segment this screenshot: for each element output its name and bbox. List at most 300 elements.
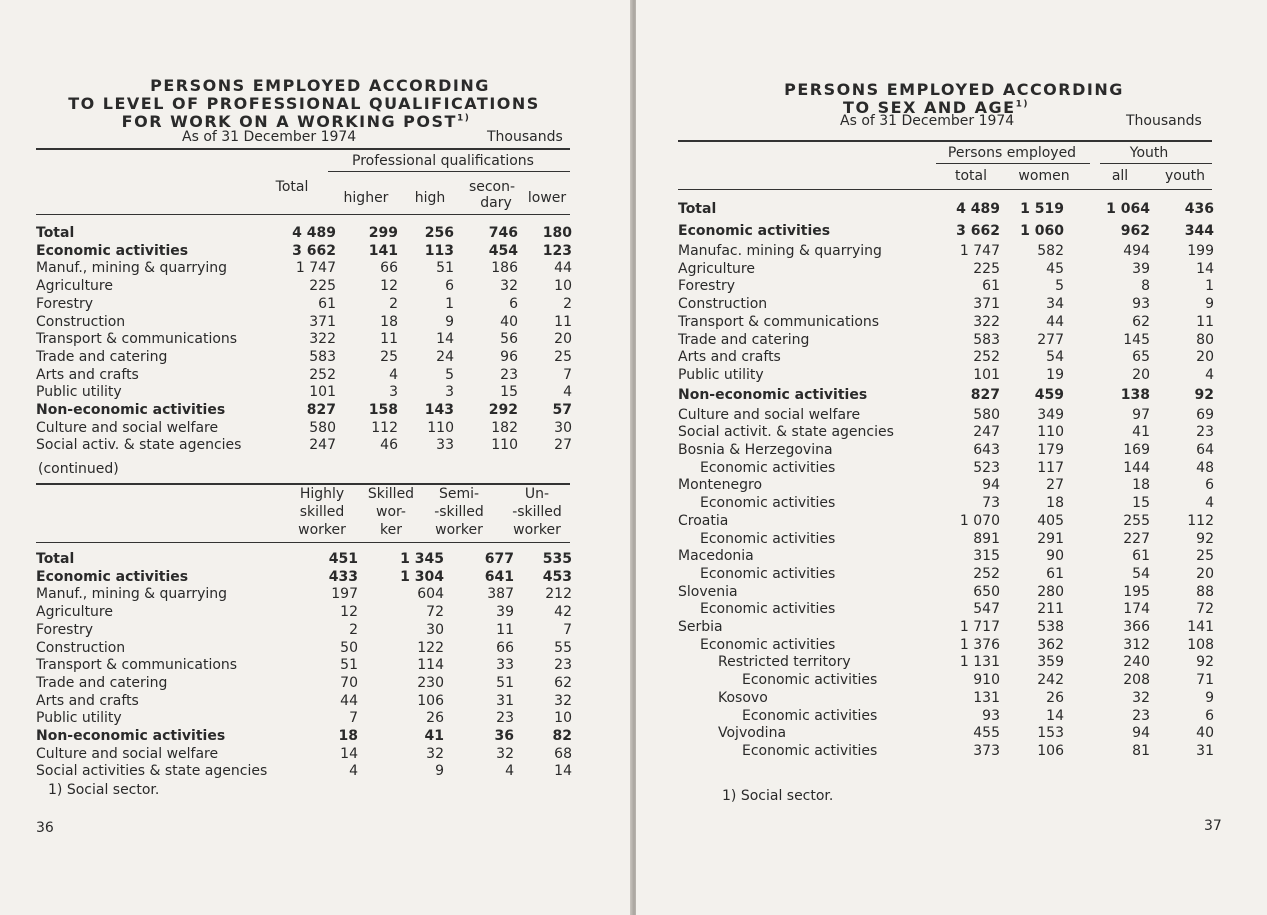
cell-value: 33 xyxy=(436,437,454,454)
table-row xyxy=(678,637,1214,655)
cell-value: 141 xyxy=(368,242,398,259)
table-row xyxy=(678,460,1214,478)
row-label: Social activit. & state agencies xyxy=(678,424,894,441)
cell-value: 108 xyxy=(1187,636,1214,653)
cell-value: 94 xyxy=(1132,725,1150,742)
row-label: Economic activities xyxy=(700,530,836,547)
table-row xyxy=(36,693,572,711)
right-group-rule-persons xyxy=(936,163,1090,164)
row-label: Culture and social welfare xyxy=(678,406,861,423)
left-table2-col4-line3: worker xyxy=(513,522,561,538)
cell-value: 1 376 xyxy=(959,636,1000,653)
table-row xyxy=(678,332,1214,350)
cell-value: 30 xyxy=(426,621,444,638)
cell-value: 112 xyxy=(371,419,398,436)
left-table1-col-higher: higher xyxy=(343,190,389,206)
cell-value: 9 xyxy=(1205,689,1214,706)
left-title-line3-text: FOR WORK ON A WORKING POST xyxy=(121,112,457,131)
left-table1-col-secondary-2: dary xyxy=(480,195,512,211)
table-row xyxy=(36,640,572,658)
cell-value: 131 xyxy=(973,689,1000,706)
cell-value: 145 xyxy=(1123,331,1150,348)
cell-value: 81 xyxy=(1132,742,1150,759)
cell-value: 180 xyxy=(542,225,572,241)
cell-value: 32 xyxy=(1132,689,1150,706)
table-row xyxy=(36,586,572,604)
cell-value: 143 xyxy=(424,402,454,419)
row-label: Economic activities xyxy=(700,601,836,618)
cell-value: 1 064 xyxy=(1106,201,1150,218)
cell-value: 114 xyxy=(417,657,444,674)
cell-value: 101 xyxy=(309,384,336,401)
cell-value: 454 xyxy=(488,242,518,259)
table-row xyxy=(678,654,1214,672)
table-row xyxy=(678,548,1214,566)
cell-value: 23 xyxy=(496,710,514,727)
cell-value: 746 xyxy=(488,225,518,241)
table-row xyxy=(36,437,572,455)
cell-value: 582 xyxy=(1037,243,1064,259)
cell-value: 23 xyxy=(1132,707,1150,724)
cell-value: 54 xyxy=(1046,349,1064,366)
cell-value: 92 xyxy=(1194,386,1214,403)
cell-value: 494 xyxy=(1123,243,1150,259)
row-label: Transport & communications xyxy=(36,331,238,348)
cell-value: 292 xyxy=(488,402,518,419)
row-label: Agriculture xyxy=(678,260,755,277)
cell-value: 88 xyxy=(1196,583,1214,600)
cell-value: 362 xyxy=(1037,636,1064,653)
row-label: Serbia xyxy=(678,619,723,636)
cell-value: 199 xyxy=(1187,243,1214,259)
cell-value: 371 xyxy=(309,313,336,330)
cell-value: 3 xyxy=(445,384,454,401)
cell-value: 14 xyxy=(554,763,572,780)
cell-value: 580 xyxy=(309,419,336,436)
cell-value: 14 xyxy=(340,745,358,762)
cell-value: 174 xyxy=(1123,601,1150,618)
cell-value: 240 xyxy=(1123,654,1150,671)
table-row xyxy=(36,367,572,385)
cell-value: 61 xyxy=(1046,565,1064,582)
cell-value: 25 xyxy=(380,348,398,365)
cell-value: 39 xyxy=(496,604,514,621)
left-title-footnote-mark: 1) xyxy=(456,113,471,124)
table-row xyxy=(678,513,1214,531)
cell-value: 61 xyxy=(1132,548,1150,565)
left-table1-group-rule xyxy=(328,171,570,172)
right-title-line1: PERSONS EMPLOYED ACCORDING xyxy=(784,80,1124,99)
cell-value: 36 xyxy=(494,728,514,745)
table-row xyxy=(36,728,572,746)
table-row xyxy=(678,296,1214,314)
cell-value: 7 xyxy=(563,621,572,638)
cell-value: 247 xyxy=(309,437,336,454)
right-group-rule-youth xyxy=(1100,163,1212,164)
table-row xyxy=(678,531,1214,549)
cell-value: 41 xyxy=(1132,424,1150,441)
table-row xyxy=(36,349,572,367)
cell-value: 212 xyxy=(545,586,572,603)
row-label: Macedonia xyxy=(678,548,754,565)
cell-value: 61 xyxy=(318,295,336,312)
row-label: Forestry xyxy=(36,295,94,312)
cell-value: 73 xyxy=(982,495,1000,512)
cell-value: 153 xyxy=(1037,725,1064,742)
cell-value: 25 xyxy=(554,348,572,365)
cell-value: 93 xyxy=(982,707,1000,724)
cell-value: 247 xyxy=(973,424,1000,441)
cell-value: 32 xyxy=(500,278,518,295)
table-row xyxy=(36,225,572,243)
cell-value: 547 xyxy=(973,601,1000,618)
cell-value: 8 xyxy=(1141,278,1150,295)
left-table1-col-total: Total xyxy=(275,179,309,195)
cell-value: 535 xyxy=(542,551,572,567)
right-page xyxy=(636,0,1267,915)
cell-value: 11 xyxy=(554,313,572,330)
left-table2-col4-line1: Un- xyxy=(524,486,550,502)
table-row xyxy=(36,763,572,781)
table-row xyxy=(678,584,1214,602)
cell-value: 322 xyxy=(973,313,1000,330)
cell-value: 4 xyxy=(1205,366,1214,383)
cell-value: 344 xyxy=(1184,223,1214,240)
row-label: Economic activities xyxy=(36,242,189,259)
row-label: Trade and catering xyxy=(36,348,168,365)
table-row xyxy=(678,349,1214,367)
cell-value: 359 xyxy=(1037,654,1064,671)
cell-value: 211 xyxy=(1037,601,1064,618)
cell-value: 110 xyxy=(491,437,518,454)
cell-value: 23 xyxy=(500,366,518,383)
left-table2-col1-line2: skilled xyxy=(299,504,345,520)
cell-value: 453 xyxy=(542,568,572,585)
row-label: Culture and social welfare xyxy=(36,419,219,436)
table-row xyxy=(36,384,572,402)
table-row xyxy=(678,314,1214,332)
row-label: Transport & communications xyxy=(36,657,238,674)
table-row xyxy=(36,331,572,349)
right-title-footnote-mark: 1) xyxy=(1015,99,1029,110)
cell-value: 141 xyxy=(1187,619,1214,636)
left-table1-top-rule xyxy=(36,148,570,150)
cell-value: 30 xyxy=(554,419,572,436)
cell-value: 10 xyxy=(554,278,572,295)
cell-value: 7 xyxy=(349,710,358,727)
cell-value: 227 xyxy=(1123,530,1150,547)
row-label: Economic activities xyxy=(742,742,878,759)
cell-value: 2 xyxy=(389,295,398,312)
cell-value: 322 xyxy=(309,331,336,348)
cell-value: 12 xyxy=(380,278,398,295)
table-row xyxy=(678,385,1214,407)
cell-value: 90 xyxy=(1046,548,1064,565)
cell-value: 9 xyxy=(445,313,454,330)
cell-value: 677 xyxy=(484,551,514,567)
row-label: Culture and social welfare xyxy=(36,745,219,762)
left-page xyxy=(0,0,632,915)
cell-value: 2 xyxy=(563,295,572,312)
cell-value: 4 xyxy=(1205,495,1214,512)
cell-value: 32 xyxy=(426,745,444,762)
table-row xyxy=(678,221,1214,243)
cell-value: 34 xyxy=(1046,296,1064,313)
cell-value: 31 xyxy=(496,692,514,709)
cell-value: 1 747 xyxy=(959,243,1000,259)
cell-value: 1 060 xyxy=(1020,223,1064,240)
row-label: Economic activities xyxy=(700,565,836,582)
table-row xyxy=(36,551,572,569)
table-row xyxy=(36,657,572,675)
cell-value: 20 xyxy=(1196,565,1214,582)
table-row xyxy=(678,566,1214,584)
right-unit: Thousands xyxy=(1126,113,1202,129)
cell-value: 48 xyxy=(1196,459,1214,476)
table-row xyxy=(678,424,1214,442)
table-row xyxy=(678,243,1214,261)
cell-value: 459 xyxy=(1034,386,1064,403)
right-header-rule xyxy=(678,189,1212,190)
cell-value: 66 xyxy=(380,260,398,277)
left-table1-col-high: high xyxy=(414,190,446,206)
cell-value: 3 662 xyxy=(956,223,1000,240)
cell-value: 230 xyxy=(417,674,444,691)
table-row xyxy=(36,243,572,261)
cell-value: 32 xyxy=(496,745,514,762)
table-row xyxy=(36,622,572,640)
row-label: Public utility xyxy=(36,384,122,401)
cell-value: 433 xyxy=(328,568,358,585)
left-table2-col1-line1: Highly xyxy=(299,486,345,502)
cell-value: 604 xyxy=(417,586,444,603)
cell-value: 1 519 xyxy=(1020,201,1064,218)
cell-value: 6 xyxy=(1205,707,1214,724)
cell-value: 371 xyxy=(973,296,1000,313)
cell-value: 12 xyxy=(340,604,358,621)
cell-value: 252 xyxy=(973,565,1000,582)
table-row xyxy=(678,407,1214,425)
cell-value: 580 xyxy=(973,406,1000,423)
cell-value: 15 xyxy=(500,384,518,401)
cell-value: 523 xyxy=(973,459,1000,476)
cell-value: 94 xyxy=(982,477,1000,494)
cell-value: 280 xyxy=(1037,583,1064,600)
left-table2-col3 xyxy=(424,485,494,539)
cell-value: 23 xyxy=(554,657,572,674)
cell-value: 27 xyxy=(1046,477,1064,494)
cell-value: 11 xyxy=(1196,313,1214,330)
cell-value: 197 xyxy=(331,586,358,603)
row-label: Construction xyxy=(36,639,126,656)
row-label: Manuf., mining & quarrying xyxy=(36,260,228,277)
cell-value: 1 xyxy=(1205,278,1214,295)
table-row xyxy=(36,296,572,314)
table-row xyxy=(678,261,1214,279)
cell-value: 40 xyxy=(500,313,518,330)
cell-value: 33 xyxy=(496,657,514,674)
cell-value: 252 xyxy=(973,349,1000,366)
cell-value: 291 xyxy=(1037,530,1064,547)
cell-value: 62 xyxy=(1132,313,1150,330)
cell-value: 40 xyxy=(1196,725,1214,742)
cell-value: 46 xyxy=(380,437,398,454)
cell-value: 1 345 xyxy=(400,551,444,567)
cell-value: 92 xyxy=(1196,654,1214,671)
row-label: Economic activities xyxy=(742,707,878,724)
left-page-number: 36 xyxy=(36,820,54,836)
cell-value: 50 xyxy=(340,639,358,656)
row-label: Non-economic activities xyxy=(678,386,868,403)
cell-value: 3 xyxy=(389,384,398,401)
cell-value: 6 xyxy=(1205,477,1214,494)
cell-value: 44 xyxy=(554,260,572,277)
cell-value: 26 xyxy=(1046,689,1064,706)
cell-value: 44 xyxy=(340,692,358,709)
row-label: Public utility xyxy=(36,710,122,727)
cell-value: 15 xyxy=(1132,495,1150,512)
row-label: Forestry xyxy=(678,278,736,295)
left-table1 xyxy=(36,225,572,455)
cell-value: 93 xyxy=(1132,296,1150,313)
row-label: Total xyxy=(36,225,75,241)
table-row xyxy=(36,569,572,587)
left-table2-col2-line1: Skilled xyxy=(367,486,415,502)
table-row xyxy=(36,420,572,438)
left-continued: (continued) xyxy=(38,461,119,477)
row-label: Arts and crafts xyxy=(36,692,139,709)
cell-value: 827 xyxy=(970,386,1000,403)
cell-value: 117 xyxy=(1037,459,1064,476)
cell-value: 82 xyxy=(552,728,572,745)
cell-value: 4 xyxy=(563,384,572,401)
table-row xyxy=(678,743,1214,761)
row-label: Social activities & state agencies xyxy=(36,763,268,780)
right-col-women: women xyxy=(1018,168,1070,184)
table-row xyxy=(678,199,1214,221)
cell-value: 583 xyxy=(309,348,336,365)
table-row xyxy=(36,746,572,764)
cell-value: 5 xyxy=(445,366,454,383)
cell-value: 45 xyxy=(1046,260,1064,277)
cell-value: 891 xyxy=(973,530,1000,547)
cell-value: 4 xyxy=(389,366,398,383)
row-label: Economic activities xyxy=(742,672,878,689)
cell-value: 315 xyxy=(973,548,1000,565)
row-label: Non-economic activities xyxy=(36,728,226,745)
row-label: Economic activities xyxy=(678,223,831,240)
cell-value: 51 xyxy=(340,657,358,674)
left-table2-col3-line1: Semi- xyxy=(438,486,480,502)
cell-value: 20 xyxy=(1132,366,1150,383)
table-row xyxy=(678,367,1214,385)
table-row xyxy=(678,672,1214,690)
left-title-line1: PERSONS EMPLOYED ACCORDING xyxy=(150,76,490,95)
row-label: Restricted territory xyxy=(718,654,851,671)
right-group-persons: Persons employed xyxy=(947,145,1077,161)
cell-value: 138 xyxy=(1120,386,1150,403)
row-label: Kosovo xyxy=(718,689,768,706)
cell-value: 242 xyxy=(1037,672,1064,689)
cell-value: 451 xyxy=(328,551,358,567)
cell-value: 65 xyxy=(1132,349,1150,366)
left-table2-col4 xyxy=(502,485,572,539)
cell-value: 4 xyxy=(349,763,358,780)
right-title-line2-text: TO SEX AND AGE xyxy=(843,98,1016,117)
cell-value: 5 xyxy=(1055,278,1064,295)
right-table-top-rule xyxy=(678,140,1212,142)
left-footnote: 1) Social sector. xyxy=(48,782,160,798)
cell-value: 27 xyxy=(554,437,572,454)
cell-value: 97 xyxy=(1132,406,1150,423)
cell-value: 54 xyxy=(1132,565,1150,582)
cell-value: 643 xyxy=(973,442,1000,459)
cell-value: 56 xyxy=(500,331,518,348)
cell-value: 179 xyxy=(1037,442,1064,459)
left-table2-header-rule xyxy=(36,542,570,543)
table-row xyxy=(678,619,1214,637)
row-label: Manufac. mining & quarrying xyxy=(678,243,882,259)
cell-value: 66 xyxy=(496,639,514,656)
table-row xyxy=(678,278,1214,296)
row-label: Economic activities xyxy=(36,568,189,585)
table-row xyxy=(36,675,572,693)
left-table2-col4-line2: -skilled xyxy=(512,504,562,520)
cell-value: 225 xyxy=(973,260,1000,277)
cell-value: 366 xyxy=(1123,619,1150,636)
cell-value: 158 xyxy=(368,402,398,419)
row-label: Economic activities xyxy=(700,495,836,512)
cell-value: 18 xyxy=(380,313,398,330)
cell-value: 39 xyxy=(1132,260,1150,277)
table-row xyxy=(36,278,572,296)
row-label: Transport & communications xyxy=(678,313,880,330)
cell-value: 106 xyxy=(1037,742,1064,759)
cell-value: 405 xyxy=(1037,512,1064,529)
cell-value: 18 xyxy=(1046,495,1064,512)
cell-value: 455 xyxy=(973,725,1000,742)
cell-value: 4 xyxy=(505,763,514,780)
left-table2-col1-line3: worker xyxy=(298,522,346,538)
row-label: Forestry xyxy=(36,621,94,638)
row-label: Public utility xyxy=(678,366,764,383)
left-table2-col3-line3: worker xyxy=(435,522,483,538)
cell-value: 256 xyxy=(424,225,454,241)
cell-value: 9 xyxy=(1205,296,1214,313)
cell-value: 42 xyxy=(554,604,572,621)
cell-value: 225 xyxy=(309,278,336,295)
cell-value: 299 xyxy=(368,225,398,241)
table-row xyxy=(678,725,1214,743)
cell-value: 1 xyxy=(445,295,454,312)
cell-value: 112 xyxy=(1187,512,1214,529)
cell-value: 20 xyxy=(1196,349,1214,366)
left-date: As of 31 December 1974 xyxy=(182,129,357,145)
cell-value: 110 xyxy=(1037,424,1064,441)
cell-value: 6 xyxy=(445,278,454,295)
cell-value: 70 xyxy=(340,674,358,691)
cell-value: 110 xyxy=(427,419,454,436)
cell-value: 14 xyxy=(436,331,454,348)
cell-value: 252 xyxy=(309,366,336,383)
row-label: Bosnia & Herzegovina xyxy=(678,442,833,459)
cell-value: 1 717 xyxy=(959,619,1000,636)
left-table2-col2-line2: wor- xyxy=(376,504,406,520)
row-label: Montenegro xyxy=(678,477,763,494)
table-row xyxy=(678,601,1214,619)
cell-value: 3 662 xyxy=(292,242,336,259)
cell-value: 186 xyxy=(491,260,518,277)
